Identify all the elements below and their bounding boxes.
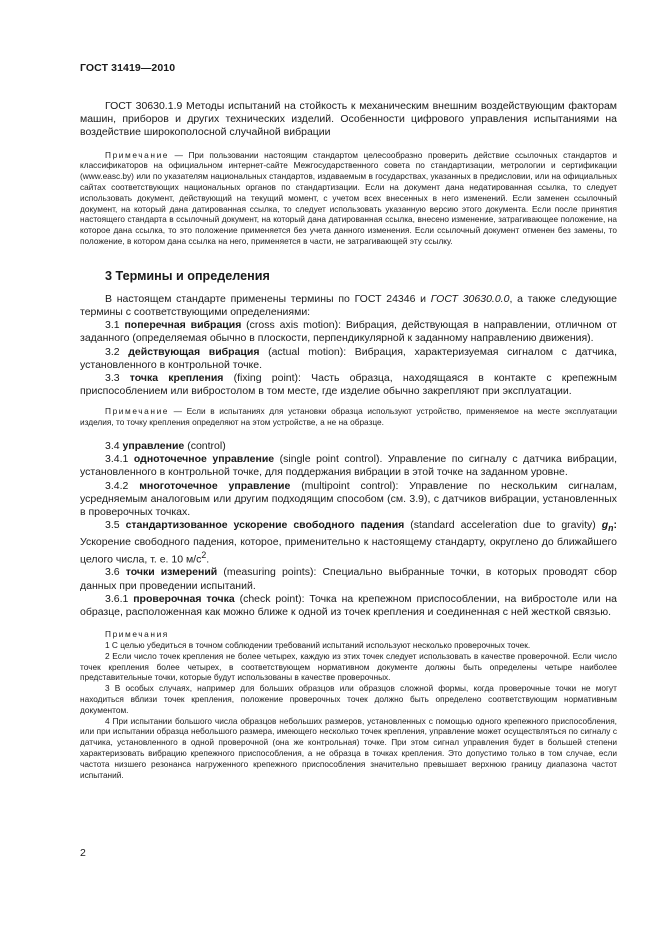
term-number: 3.4.2 (105, 479, 140, 492)
intro-text-b: , а также следующие термины с соответствующими определениями: (80, 292, 617, 318)
term-number: 3.2 (105, 345, 129, 358)
term-number: 3.3 (105, 372, 130, 384)
notes-label: Примечания (105, 629, 169, 640)
term-end: . (206, 553, 210, 566)
note-text: — При пользовании настоящим стандартом целесообразно проверить действие ссылочных стандартов и классификаторов на официальном интернет-сайте Межгосударственного совета по стандартизации, метрологии и сертификации (www.easc.by) или по указателям национальных стандартов, издаваемым в государствах, указанных в предисловии, или на официальных сайтах соответствующих национальных органов по стандартизации. Если на документ дана недатированная ссылка, то следует использовать документ, действующий на текущий момент, с учетом всех внесенных в него изменений. Если заменен ссылочный документ, на который дана датированная ссылка, то следует использовать указанную версию этого документа. Если после принятия настоящего стандарта в ссылочный документ, на который дана датированная ссылка, внесено изменение, затрагивающее положение, на которое дана ссылка, то это положение применяется без учета данного изменения. Если ссылочный документ отменен без замены, то положение, в котором дана ссылка на него, применяется в части, не затрагивающей эту ссылку. (80, 149, 617, 246)
term-3-4-1 (80, 453, 617, 479)
term-3-6-1 (80, 593, 617, 619)
term-name: многоточечное управление (139, 479, 291, 492)
document-header: ГОСТ 31419—2010 (80, 62, 176, 74)
term-number: 3.6.1 (105, 592, 134, 605)
unit-superscript: 2 (201, 549, 207, 560)
intro-italic-ref: ГОСТ 30630.0.0 (430, 292, 510, 305)
term-name: одноточечное управление (133, 453, 275, 466)
term-name: управление (122, 440, 185, 452)
reference-item: ГОСТ 30630.1.9 Методы испытаний на стойкость к механическим внешним воздействующим факторам машин, приборов и других технических изделий. Особенности цифрового управления испытаниями на воздействие широкополосной случайной вибрации (80, 100, 617, 139)
note-label: Примечание (105, 406, 170, 417)
note-item-4: 4 При испытании большого числа образцов небольших размеров, установленных с помощью одного крепежного приспособления, или при испытании образца небольшого размера, имеющего несколько точек крепления, управление может осуществляться по сигналу с датчика, установленного в одной проверочной (она же контрольная) точке. При этом сигнал управления будет в большей степени характеризовать вибрацию крепежного приспособления, а не образца в точках крепления. Это допустимо только в том случае, если частота низшего резонанса нагруженного крепежного приспособления значительно превышает верхнюю границу диапазона частот испытаний. (80, 715, 617, 780)
note-item-1: 1 С целью убедиться в точном соблюдении требований испытаний используют несколько проверочных точек. (105, 640, 531, 651)
note-label: Примечание (105, 149, 170, 160)
term-name: действующая вибрация (128, 345, 260, 358)
term-name: поперечная вибрация (124, 319, 242, 332)
term-name: проверочная точка (133, 592, 235, 605)
term-colon: : (613, 519, 617, 532)
term-name: точки измерений (125, 566, 218, 579)
notes-heading (80, 629, 617, 640)
term-definition: (single point control). Управление по сигналу с датчика вибрации, установленного в контрольной точке, для поддержания вибрации в этой точке на заданном уровне. (80, 453, 617, 479)
term-3-4-2 (80, 480, 617, 520)
term-definition: (actual motion): Вибрация, характеризуемая сигналом с датчика, установленного в контрольной точке. (80, 345, 617, 371)
term-number: 3.4.1 (105, 453, 134, 466)
note-item-2: 2 Если число точек крепления не более четырех, каждую из этих точек следует использовать в качестве проверочной. Если число точек крепления более четырех, в соответствующем нормативном документе должны быть определены четыре наиболее представительные точки, которые будут использованы в качестве проверочных. (80, 650, 617, 683)
term-3-4 (80, 440, 617, 453)
term-number: 3.6 (105, 566, 126, 579)
note-item-3: 3 В особых случаях, например для больших образцов или образцов сложной формы, когда проверочные точки не могут находиться вблизи точек крепления, положение проверочных точек должно быть определено соответствующим нормативным документом. (80, 683, 617, 715)
term-3-2 (80, 346, 617, 372)
term-number: 3.5 (105, 519, 126, 532)
term-3-6 (80, 566, 617, 592)
term-definition: (control) (184, 440, 226, 452)
intro-text-a: В настоящем стандарте применены термины по ГОСТ 24346 и (105, 292, 431, 305)
term-number: 3.4 (105, 440, 123, 452)
page-content (80, 100, 617, 780)
term-3-5 (80, 519, 617, 566)
section-heading: 3 Термины и определения (105, 268, 270, 283)
term-definition: (check point): Точка на крепежном приспособлении, на вибростоле или на образце, расположенная как можно ближе к одной из точек крепления и соединенная с ней жесткой связью. (80, 592, 617, 619)
section-intro (80, 293, 617, 319)
term-number: 3.1 (105, 319, 125, 332)
note-text: — Если в испытаниях для установки образца используют устройство, применяемое на месте эксплуатации изделия, то точку крепления определяют на этом устройстве, а не на образце. (80, 406, 617, 428)
symbol-g: g (601, 519, 609, 532)
term-name: точка крепления (129, 372, 224, 384)
term-definition: (fixing point): Часть образца, находящаяся в контакте с крепежным приспособлением или вибростолом в том месте, где изделие обычно закрепляют при эксплуатации. (80, 372, 617, 398)
term-definition: (multipoint control): Управление по нескольким сигналам, усредняемым аналоговым или другим подходящим способом (см. 3.9), с датчиков вибрации, установленных в проверочных точках. (80, 479, 617, 519)
page-number: 2 (80, 847, 86, 859)
term-definition: (measuring points): Специально выбранные точки, в которых проводят сбор данных при проведении испытаний. (80, 566, 618, 592)
term-definition-cont: Ускорение свободного падения, которое, применительно к настоящему стандарту, округлено до ближайшего целого числа, т. е. 10 м/с (80, 535, 617, 566)
term-3-3-note (80, 406, 617, 428)
symbol-subscript: n (608, 523, 614, 534)
term-definition: (standard acceleration due to gravity) (404, 519, 602, 532)
term-3-1 (80, 319, 617, 345)
term-definition: (cross axis motion): Вибрация, действующая в направлении, отличном от заданного (определяемая обычно в плоскости, перпендикулярной к заданному направлению движения). (80, 319, 617, 345)
note-paragraph (80, 150, 617, 247)
term-3-3 (80, 372, 617, 398)
term-name: стандартизованное ускорение свободного падения (125, 519, 405, 532)
